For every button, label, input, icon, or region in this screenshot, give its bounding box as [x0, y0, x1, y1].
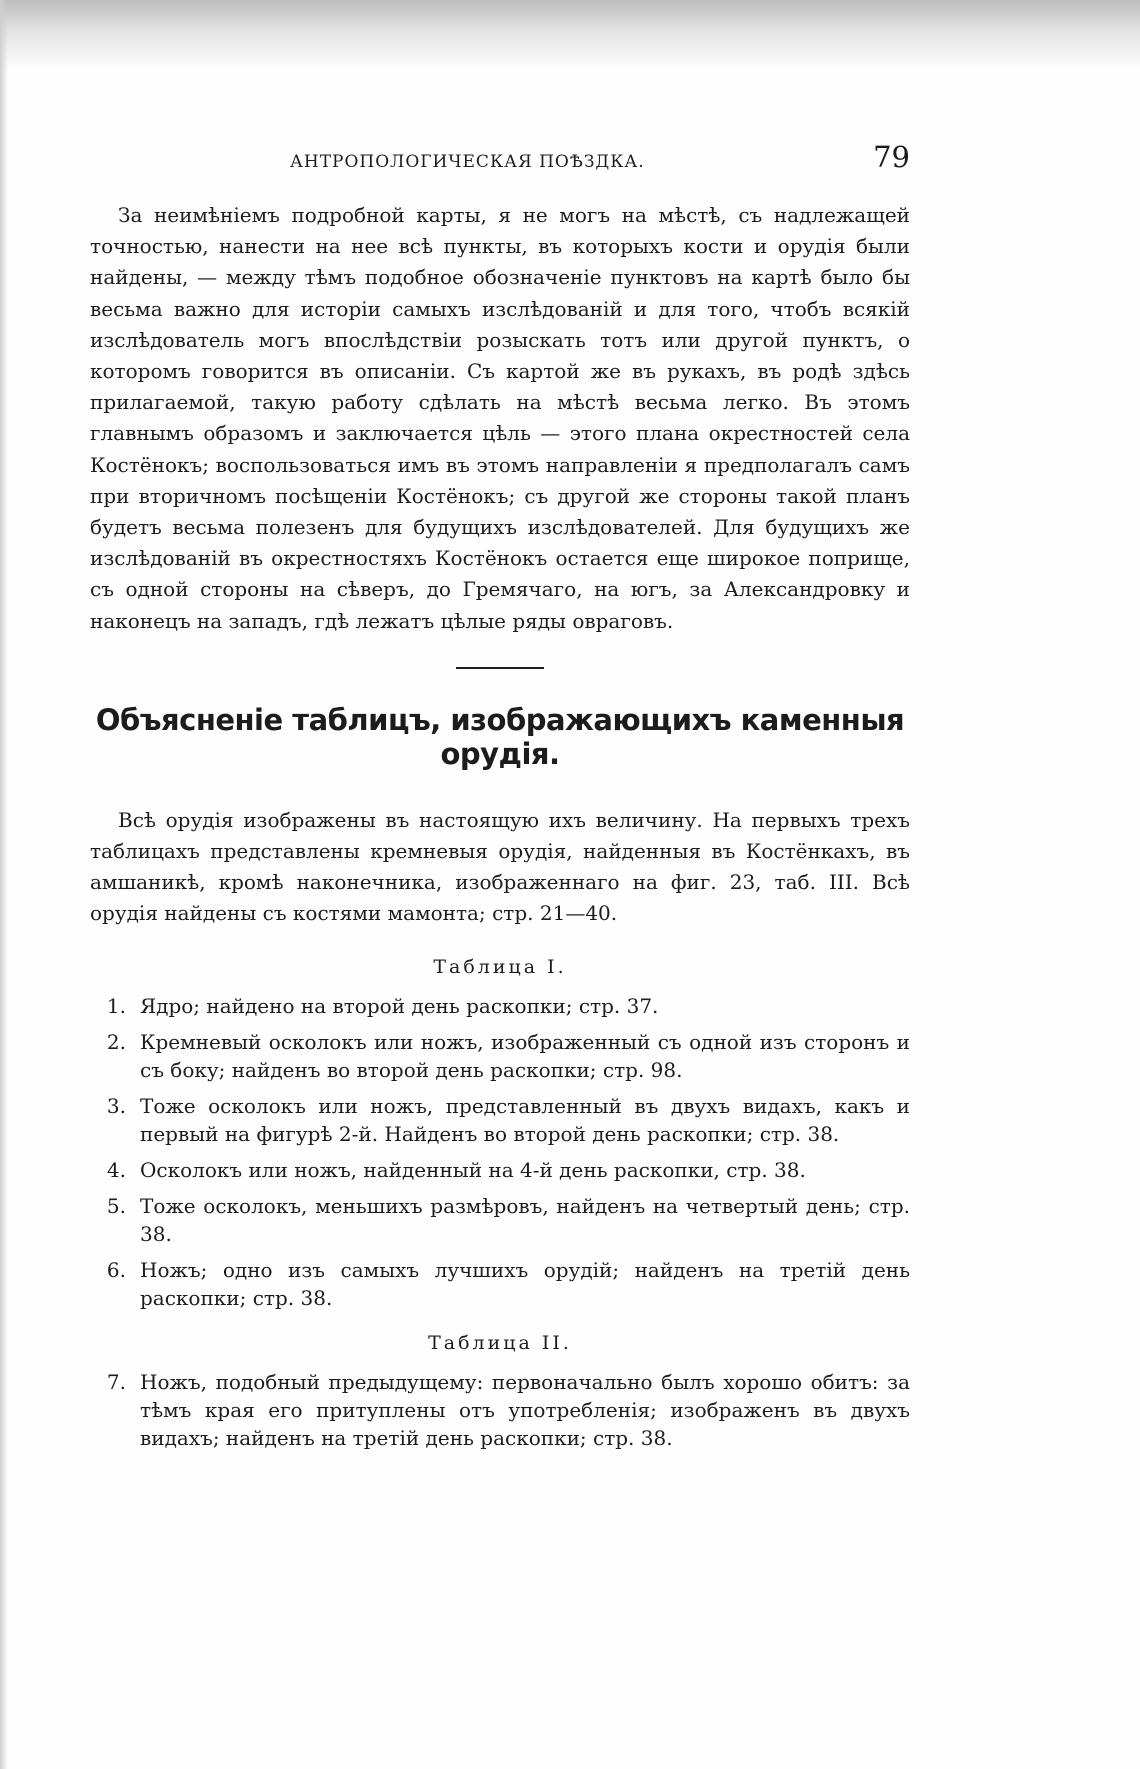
running-head	[90, 140, 910, 180]
item-text: Осколокъ или ножъ, найденный на 4-й день раскопки, стр. 38.	[140, 1157, 806, 1182]
item-number: 4.	[106, 1157, 126, 1182]
item-number: 6.	[106, 1257, 126, 1282]
item-text: Ядро; найдено на второй день раскопки; стр. 37.	[140, 993, 659, 1018]
body-paragraph: За неимѣніемъ подробной карты, я не могъ на мѣстѣ, съ надлежащей точностью, нанести на нее всѣ пункты, въ которыхъ кости и орудія были найдены, — между тѣмъ подобное обозначеніе пунктовъ на картѣ было бы весьма важно для исторіи самыхъ изслѣдованій и для того, чтобъ всякій изслѣдователь могъ впослѣдствіи розыскать тотъ или другой пунктъ, о которомъ говорится въ описаніи. Съ картой же въ рукахъ, въ родѣ здѣсь прилагаемой, такую работу сдѣлать на мѣстѣ весьма легко. Въ этомъ главнымъ образомъ и заключается цѣль — этого плана окрестностей села Костёнокъ; воспользоваться имъ въ этомъ направленіи я предполагалъ самъ при вторичномъ посѣщеніи Костёнокъ; съ другой же стороны такой планъ будетъ весьма полезенъ для будущихъ изслѣдователей. Для будущихъ же изслѣдованій въ окрестностяхъ Костёнокъ остается еще широкое поприще, съ одной стороны на сѣверъ, до Гремячаго, на югъ, за Александровку и наконецъ на западъ, гдѣ лежатъ цѣлые ряды овраговъ.	[90, 203, 910, 633]
item-text: Кремневый осколокъ или ножъ, изображенный съ одной изъ сторонъ и съ боку; найденъ во второй день раскопки; стр. 98.	[140, 1029, 910, 1082]
item-text: Ножъ, подобный предыдущему: первоначально былъ хорошо обитъ: за тѣмъ края его притуплены отъ употребленія; изображенъ въ двухъ видахъ; найденъ на третій день раскопки; стр. 38.	[140, 1369, 910, 1450]
page-number: 79	[873, 140, 910, 174]
list-item	[90, 1028, 910, 1084]
table-1-list	[90, 992, 910, 1312]
book-page	[90, 140, 910, 1460]
table-2-heading: Таблица II.	[428, 1331, 572, 1354]
table-1-heading: Таблица I.	[433, 955, 567, 978]
item-number: 7.	[106, 1369, 126, 1394]
item-number: 2.	[106, 1029, 126, 1054]
scan-edge	[0, 0, 8, 1769]
running-title: АНТРОПОЛОГИЧЕСКАЯ ПОѢЗДКА.	[290, 152, 645, 172]
table-2-list	[90, 1368, 910, 1452]
list-item	[90, 992, 910, 1020]
item-number: 5.	[106, 1193, 126, 1218]
item-text: Тоже осколокъ или ножъ, представленный въ двухъ видахъ, какъ и первый на фигурѣ 2-й. Найденъ во второй день раскопки; стр. 38.	[140, 1093, 910, 1146]
list-item	[90, 1192, 910, 1248]
item-text: Ножъ; одно изъ самыхъ лучшихъ орудій; найденъ на третій день раскопки; стр. 38.	[140, 1257, 910, 1310]
section-title: Объясненіе таблицъ, изображающихъ каменныя орудія.	[95, 702, 905, 771]
list-item	[90, 1092, 910, 1148]
list-item	[90, 1156, 910, 1184]
item-text: Тоже осколокъ, меньшихъ размѣровъ, найденъ на четвертый день; стр. 38.	[140, 1193, 910, 1246]
list-item	[90, 1256, 910, 1312]
item-number: 1.	[106, 993, 126, 1018]
scan-shadow	[0, 0, 1140, 70]
section-divider	[456, 667, 544, 669]
list-item	[90, 1368, 910, 1452]
section-intro: Всѣ орудія изображены въ настоящую ихъ величину. На первыхъ трехъ таблицахъ представлены кремневыя орудія, найденныя въ Костёнкахъ, въ амшаникѣ, кромѣ наконечника, изображеннаго на фиг. 23, таб. III. Всѣ орудія найдены съ костями мамонта; стр. 21—40.	[90, 807, 910, 926]
item-number: 3.	[106, 1093, 126, 1118]
